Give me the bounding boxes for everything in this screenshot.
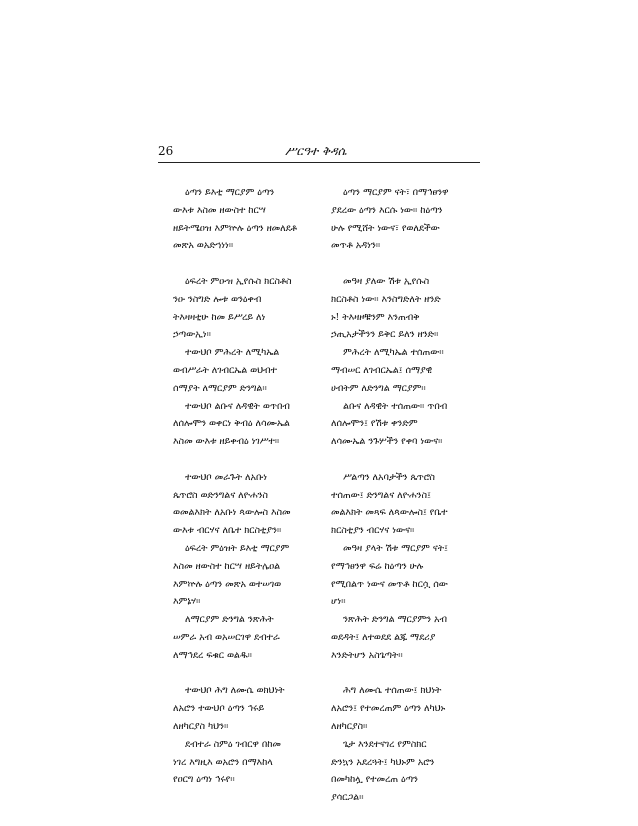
text-line: ኑ! ትእዛዞቹንም እንጠብቅ xyxy=(331,311,420,323)
text-line: ሕግ ለሙሴ ተሰጠው፤ ክህነት xyxy=(343,685,442,697)
text-line: ኃጣውኢነ። xyxy=(173,329,211,341)
text-line: መዓዛ ያላት ሽቱ ማርያም ናት፤ xyxy=(343,542,448,554)
text-line: ውእቱ እስመ ዘውስተ ከርሣ xyxy=(173,204,266,216)
paragraph xyxy=(173,469,323,665)
text-line: ሰማያት ለማርያም ድንግል። xyxy=(173,382,267,394)
text-line: መጥቶ አዳነን። xyxy=(331,240,381,252)
text-line: ሥልጣን ለአባታችን ጴጥሮስ xyxy=(343,471,435,483)
running-title: ሥርዓተ ቅዳሴ xyxy=(285,144,347,158)
text-line: የሚበልጥ ነውና መጥቶ ከርሷ ሰው xyxy=(331,578,448,590)
text-line: ለአሮን ተውህቦ ዕጣን ኅሩይ xyxy=(173,703,265,715)
text-line: በመካከሏ የተመረጠ ዕጣን xyxy=(331,774,418,786)
text-line: ዘይትሜዐዝ እምኵሉ ዕጣን ዘመለደቶ xyxy=(173,222,297,234)
text-line: ሁሉ የሚሸት ነውና፣ የወለደችው xyxy=(331,222,440,234)
text-line: ሀብትም ለድንግል ማርያም። xyxy=(331,382,426,394)
text-line: ለአሮን፤ የተመረጠም ዕጣን ለካህኑ xyxy=(331,703,446,715)
text-line: ለሰሎሞን፤ የሽቱ ቀንድም xyxy=(331,418,418,430)
right-column xyxy=(331,184,481,825)
paragraph xyxy=(173,184,323,255)
page-number: 26 xyxy=(158,144,174,158)
text-line: ጴጥሮስ ወድንግልና ለዮሐንስ xyxy=(173,489,268,501)
text-line: ወደዳት፤ ለተወደደ ልጁ ማደሪያ xyxy=(331,631,436,643)
text-line: ያሳርጋል። xyxy=(331,792,364,804)
text-line: ኃጢአታችንን ይቅር ይለን ዘንድ። xyxy=(331,329,439,341)
text-line: ንዑ ንስግድ ሎቱ ወንዕቀብ xyxy=(173,293,262,305)
text-line: ተውህቦ መራጉት ለአቡነ xyxy=(185,471,267,483)
text-line: እስመ ዘውስተ ከርሣ ዘይትሌዐል xyxy=(173,560,281,572)
paragraph xyxy=(173,273,323,451)
text-line: ሆነ። xyxy=(331,596,346,608)
text-line: ወመልእክት ለአቡነ ጳውሎስ እስመ xyxy=(173,507,291,519)
text-line: ያደረው ዕጣን እርሱ ነው። ከዕጣን xyxy=(331,204,443,216)
text-line: ክርስቶስ ነው። እንስግድለት ዘንድ xyxy=(331,293,441,305)
text-line: ለማርያም ድንግል ንጽሕት xyxy=(185,614,274,626)
text-line: ለሳሙኤል ንጉሦችን የቀባ ነውና። xyxy=(331,436,443,448)
text-line: ወብሥራት ለገብርኤል ወህብተ xyxy=(173,364,277,376)
text-line: ልቡና ለዳዊት ተሰጠው። ጥበብ xyxy=(343,400,448,412)
text-line: ምሕረት ለሚካኤል ተሰጠው። xyxy=(343,347,444,359)
text-line: ማብሠር ለገብርኤል፤ ሰማያዊ xyxy=(331,364,433,376)
text-line: ለዘካርያስ ካህን። xyxy=(173,720,229,732)
text-line: ዕፍረት ምዕዝት ይእቲ ማርያም xyxy=(185,542,290,554)
text-line: ጌታ እንደተናገረ የምስክር xyxy=(343,738,427,750)
text-line: ውእቱ ብርሃና ለቤተ ክርስቲያን። xyxy=(173,525,282,537)
paragraph xyxy=(331,469,481,665)
text-line: እንድትሆን አስጌጣት። xyxy=(331,649,403,661)
text-line: ለሰሎሞን ወቀርነ ቅብዕ ለሳሙኤል xyxy=(173,418,290,430)
paragraph xyxy=(331,682,481,807)
text-line: ትእዛዛቲሁ ከመ ይሥረይ ለነ xyxy=(173,311,266,323)
text-line: ክርስቲያን ብርሃና ነውና። xyxy=(331,525,415,537)
paragraph xyxy=(173,682,323,789)
text-line: እምኔሃ። xyxy=(173,596,201,608)
text-line: ዕፍረት ምዑዝ ኢየሱስ ክርስቶስ xyxy=(185,275,292,287)
text-line: እስመ ውእቱ ዘይቀብዕ ነገሥተ። xyxy=(173,436,280,448)
text-line: ሠምራ አብ ወአሠርገዋ ደብተራ xyxy=(173,631,280,643)
text-line: ተውህቦ ልቡና ለዳዊት ወጥበብ xyxy=(185,400,290,412)
text-line: ነገረ እግዚእ ወአሮን በማእከላ xyxy=(173,756,273,768)
text-line: ደብተራ ስምዕ ገብርዋ በከመ xyxy=(185,738,281,750)
text-line: መዓዛ ያለው ሽቱ ኢየሱስ xyxy=(343,275,430,287)
text-line: ለማኅደረ ፍቁር ወልዱ። xyxy=(173,649,252,661)
text-line: ዕጣን ማርያም ናት፣ በማኅፀንዋ xyxy=(343,187,449,198)
text-line: የማኅፀንዋ ፍሬ ከዕጣን ሁሉ xyxy=(331,560,424,572)
text-line: መጽአ ወአድኀነነ። xyxy=(173,240,234,252)
text-line: ድንኳን አደረጓት፤ ካህኑም አሮን xyxy=(331,756,435,768)
text-line: ተሰጠው፤ ድንግልና ለዮሐንስ፤ xyxy=(331,489,431,501)
text-line: መልእክት መጻፍ ለጳውሎስ፤ የቤተ xyxy=(331,507,448,519)
left-column xyxy=(173,184,323,807)
page-header xyxy=(158,144,480,163)
text-line: ዕጣን ይእቲ ማርያም ዕጣን xyxy=(185,187,275,198)
text-line: ለዘካርያስ። xyxy=(331,720,368,732)
text-line: ተውህቦ ሕግ ለሙሴ ወክህነት xyxy=(185,685,285,697)
text-line: የዐርግ ዕጣነ ኅሩየ። xyxy=(173,774,235,786)
paragraph xyxy=(331,273,481,451)
text-line: እምኵሉ ዕጣን መጽአ ወተሠገወ xyxy=(173,578,282,590)
text-line: ተውህቦ ምሕረት ለሚካኤል xyxy=(185,347,280,359)
text-line: ንጽሕት ድንግል ማርያምን አብ xyxy=(343,614,447,626)
paragraph xyxy=(331,184,481,255)
